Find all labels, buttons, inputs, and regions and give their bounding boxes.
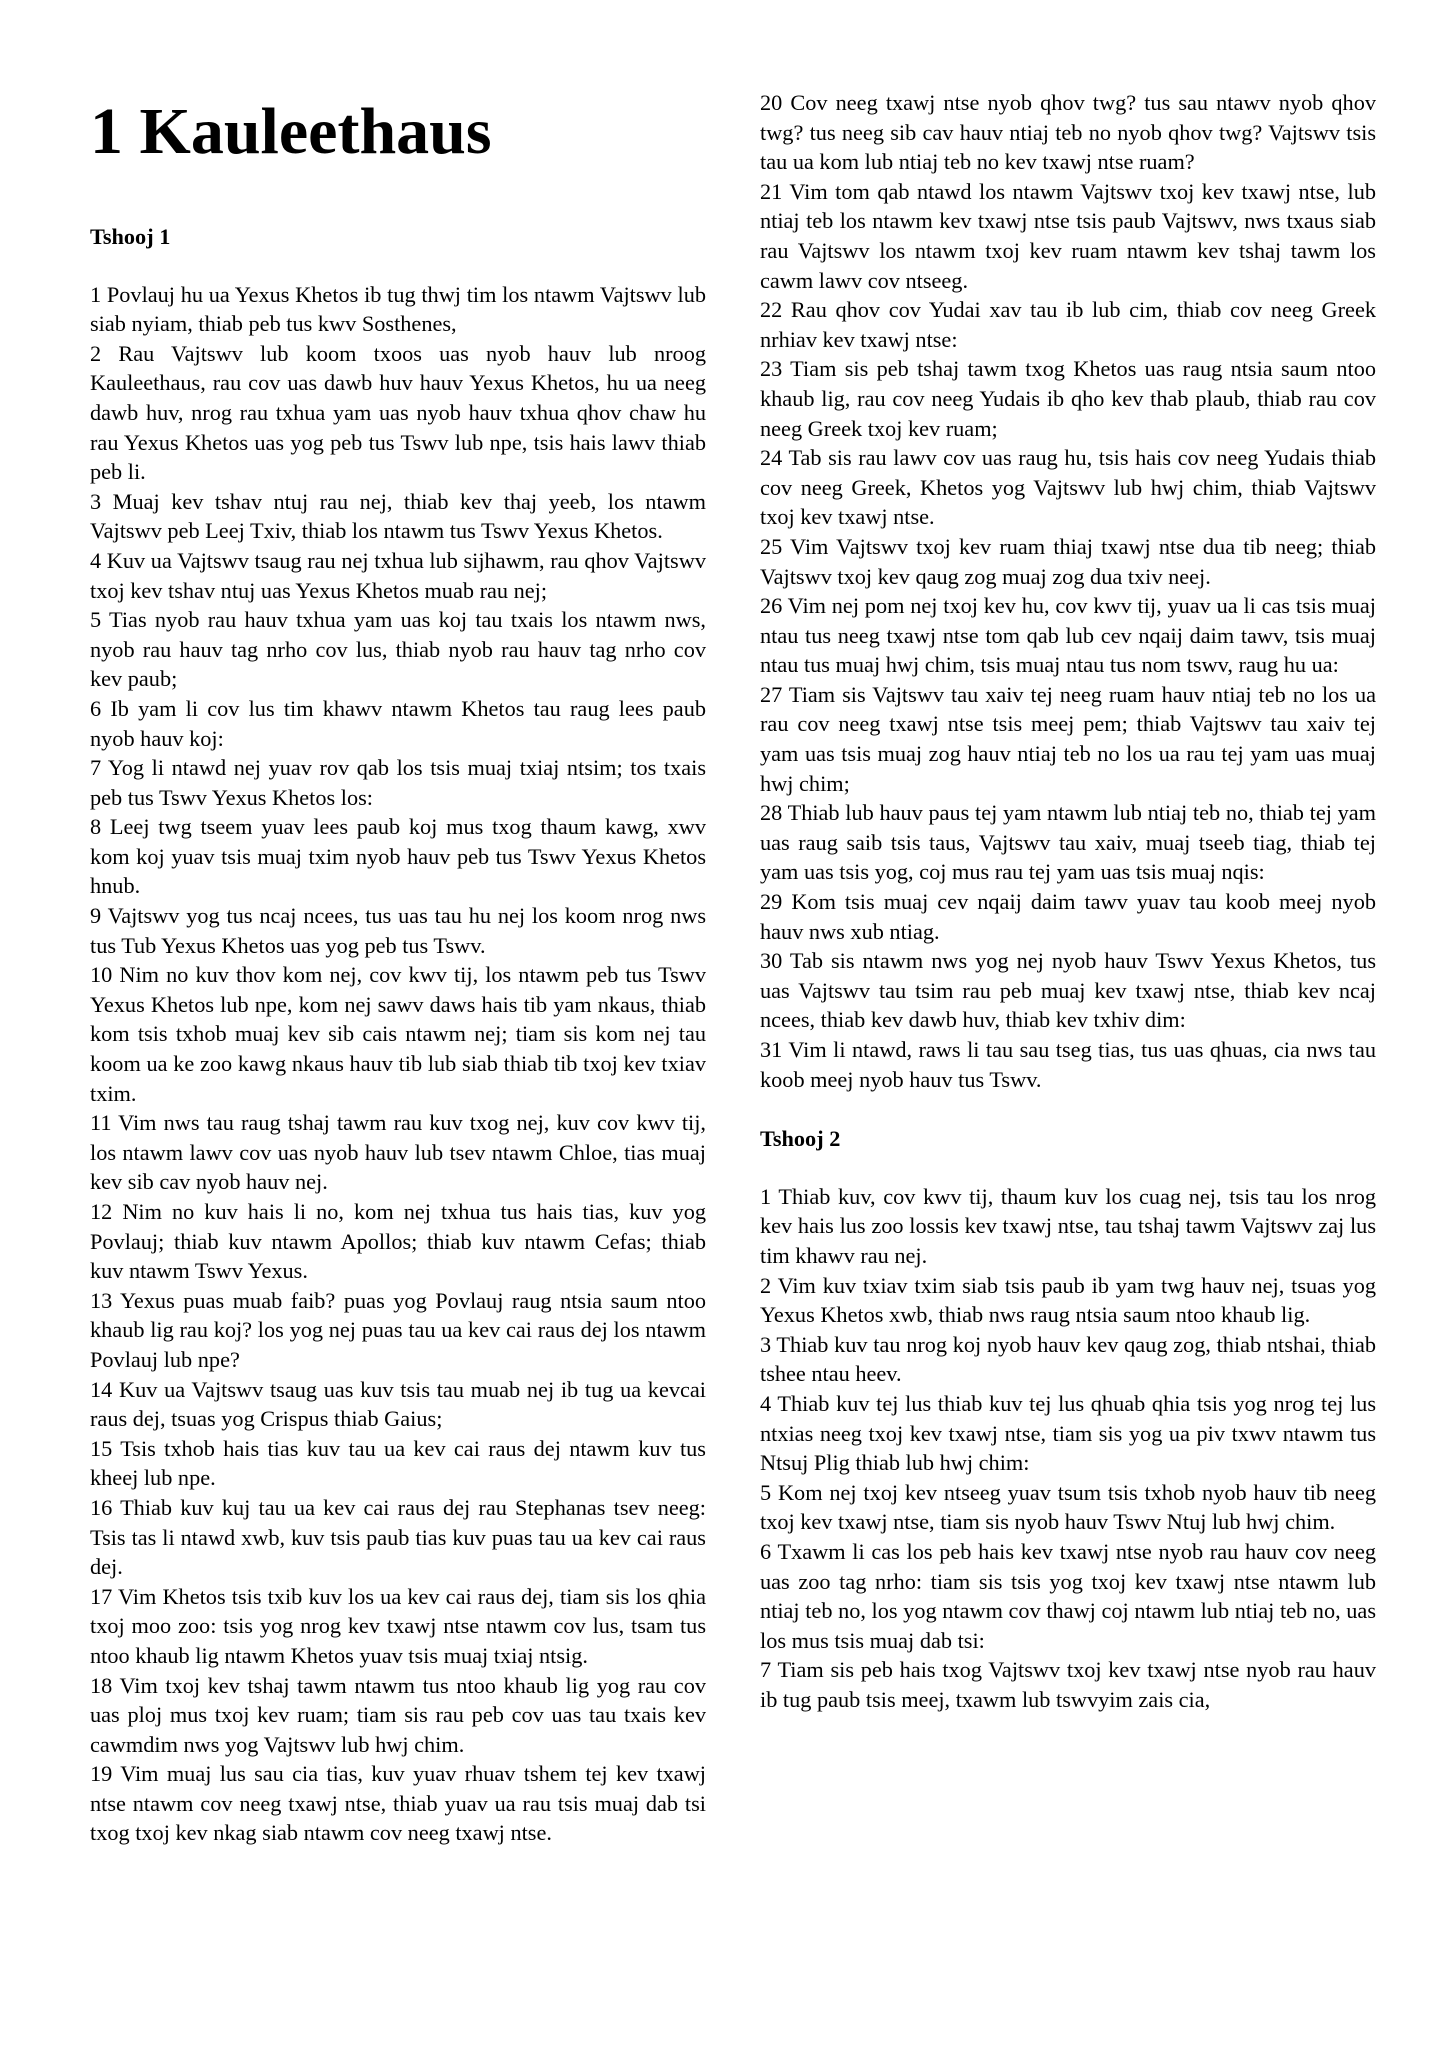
verse: 30 Tab sis ntawm nws yog nej nyob hauv Tswv Yexus Khetos, tus uas Vajtswv tau tsim rau peb muaj kev txawj ntse, thiab kev ncaj ncees, thiab kev dawb huv, thiab kev txhiv dim: (760, 948, 1376, 1033)
verse: 12 Nim no kuv hais li no, kom nej txhua tus hais tias, kuv yog Povlauj; thiab kuv ntawm Apollos; thiab kuv ntawm Cefas; thiab kuv ntawm Tswv Yexus. (90, 1199, 706, 1284)
verse: 22 Rau qhov cov Yudai xav tau ib lub cim, thiab cov neeg Greek nrhiav kev txawj ntse: (760, 297, 1376, 352)
verse: 27 Tiam sis Vajtswv tau xaiv tej neeg ruam hauv ntiaj teb no los ua rau cov neeg txawj ntse tsis meej pem; thiab Vajtswv tau xaiv tej yam uas tsis muaj zog hauv ntiaj teb no los ua rau tej yam uas muaj hwj chim; (760, 681, 1376, 796)
right-column (760, 88, 1376, 1714)
verse: 29 Kom tsis muaj cev nqaij daim tawv yuav tau koob meej nyob hauv nws xub ntiag. (760, 889, 1376, 944)
verse: 15 Tsis txhob hais tias kuv tau ua kev cai raus dej ntawm kuv tus kheej lub npe. (90, 1435, 706, 1491)
book-title: 1 Kauleethaus (90, 95, 492, 168)
verse: 18 Vim txoj kev tshaj tawm ntawm tus ntoo khaub lig yog rau cov uas ploj mus txoj kev ruam; tiam sis rau peb cov uas tau txais kev cawmdim nws yog Vajtswv lub hwj chim. (90, 1672, 706, 1757)
chapter-heading: Tshooj 1 (90, 224, 171, 249)
verse: 7 Yog li ntawd nej yuav rov qab los tsis muaj txiaj ntsim; tos txais peb tus Tswv Yexus Khetos los: (90, 755, 706, 810)
verse-list (760, 1182, 1376, 1715)
verse: 19 Vim muaj lus sau cia tias, kuv yuav rhuav tshem tej kev txawj ntse ntawm cov neeg txawj ntse, thiab yuav ua rau tsis muaj dab tsi txog txoj kev nkag siab ntawm cov neeg txawj ntse. (90, 1761, 706, 1846)
verse: 11 Vim nws tau raug tshaj tawm rau kuv txog nej, kuv cov kwv tij, los ntawm lawv cov uas nyob hauv lub tsev ntawm Chloe, tias muaj kev sib cav nyob hauv nej. (90, 1110, 706, 1195)
verse: 1 Povlauj hu ua Yexus Khetos ib tug thwj tim los ntawm Vajtswv lub siab nyiam, thiab peb tus kwv Sosthenes, (90, 281, 706, 337)
verse: 6 Ib yam li cov lus tim khawv ntawm Khetos tau raug lees paub nyob hauv koj: (90, 695, 706, 751)
verse: 6 Txawm li cas los peb hais kev txawj ntse nyob rau hauv cov neeg uas zoo tag nrho: tiam sis tsis yog txoj kev txawj ntse ntawm lub ntiaj teb no, los yog ntawm cov thawj coj ntawm lub ntiaj teb no, uas los mus tsis muaj dab tsi: (760, 1538, 1376, 1653)
verse: 8 Leej twg tseem yuav lees paub koj mus txog thaum kawg, xwv kom koj yuav tsis muaj txim nyob hauv peb tus Tswv Yexus Khetos hnub. (90, 814, 706, 899)
verse: 1 Thiab kuv, cov kwv tij, thaum kuv los cuag nej, tsis tau los nrog kev hais lus zoo lossis kev txawj ntse, tau tshaj tawm Vajtswv zaj lus tim khawv rau nej. (760, 1183, 1376, 1268)
verse: 5 Tias nyob rau hauv txhua yam uas koj tau txais los ntawm nws, nyob rau hauv tag nrho cov lus, thiab nyob rau hauv tag nrho cov kev paub; (90, 607, 706, 692)
verse: 24 Tab sis rau lawv cov uas raug hu, tsis hais cov neeg Yudais thiab cov neeg Greek, Khetos yog Vajtswv lub hwj chim, thiab Vajtswv txoj kev txawj ntse. (760, 445, 1376, 530)
verse: 2 Rau Vajtswv lub koom txoos uas nyob hauv lub nroog Kauleethaus, rau cov uas dawb huv hauv Yexus Khetos, hu ua neeg dawb huv, nrog rau txhua yam uas nyob hauv txhua qhov chaw hu rau Yexus Khetos uas yog peb tus Tswv lub npe, tsis hais lawv thiab peb li. (90, 340, 706, 485)
verse: 10 Nim no kuv thov kom nej, cov kwv tij, los ntawm peb tus Tswv Yexus Khetos lub npe, kom nej sawv daws hais tib yam nkaus, thiab kom tsis txhob muaj kev sib cais ntawm nej; tiam sis kom nej tau koom ua ke zoo kawg nkaus hauv tib lub siab thiab tib txoj kev txiav txim. (90, 962, 706, 1106)
verse: 2 Vim kuv txiav txim siab tsis paub ib yam twg hauv nej, tsuas yog Yexus Khetos xwb, thiab nws raug ntsia saum ntoo khaub lig. (760, 1272, 1376, 1328)
chapter-heading: Tshooj 2 (760, 1126, 841, 1152)
verse: 3 Muaj kev tshav ntuj rau nej, thiab kev thaj yeeb, los ntawm Vajtswv peb Leej Txiv, thiab los ntawm tus Tswv Yexus Khetos. (90, 488, 706, 544)
verse: 5 Kom nej txoj kev ntseeg yuav tsum tsis txhob nyob hauv tib neeg txoj kev txawj ntse, tiam sis nyob hauv Tswv Ntuj lub hwj chim. (760, 1479, 1376, 1535)
verse-list (760, 88, 1376, 1094)
verse: 9 Vajtswv yog tus ncaj ncees, tus uas tau hu nej los koom nrog nws tus Tub Yexus Khetos uas yog peb tus Tswv. (90, 903, 706, 958)
verse: 21 Vim tom qab ntawd los ntawm Vajtswv txoj kev txawj ntse, lub ntiaj teb los ntawm kev txawj ntse tsis paub Vajtswv, nws txaus siab rau Vajtswv los ntawm txoj kev ruam ntawm kev tshaj tawm los cawm lawv cov ntseeg. (760, 178, 1376, 293)
verse: 13 Yexus puas muab faib? puas yog Povlauj raug ntsia saum ntoo khaub lig rau koj? los yog nej puas tau ua kev cai raus dej los ntawm Povlauj lub npe? (90, 1287, 706, 1372)
verse: 31 Vim li ntawd, raws li tau sau tseg tias, tus uas qhuas, cia nws tau koob meej nyob hauv tus Tswv. (760, 1037, 1376, 1092)
verse: 3 Thiab kuv tau nrog koj nyob hauv kev qaug zog, thiab ntshai, thiab tshee ntau heev. (760, 1331, 1376, 1387)
verse: 16 Thiab kuv kuj tau ua kev cai raus dej rau Stephanas tsev neeg: Tsis tas li ntawd xwb, kuv tsis paub tias kuv puas tau ua kev cai raus dej. (90, 1494, 706, 1580)
verse: 7 Tiam sis peb hais txog Vajtswv txoj kev txawj ntse nyob rau hauv ib tug paub tsis meej, txawm lub tswvyim zais cia, (760, 1657, 1376, 1712)
verse-list (90, 280, 706, 1848)
verse: 4 Thiab kuv tej lus thiab kuv tej lus qhuab qhia tsis yog nrog tej lus ntxias neeg txoj kev txawj ntse, tiam sis yog ua piv txwv ntawm tus Ntsuj Plig thiab lub hwj chim: (760, 1390, 1376, 1476)
left-column (90, 96, 706, 1848)
verse: 14 Kuv ua Vajtswv tsaug uas kuv tsis tau muab nej ib tug ua kevcai raus dej, tsuas yog Crispus thiab Gaius; (90, 1376, 706, 1432)
verse: 20 Cov neeg txawj ntse nyob qhov twg? tus sau ntawv nyob qhov twg? tus neeg sib cav hauv ntiaj teb no nyob qhov twg? Vajtswv tsis tau ua kom lub ntiaj teb no kev txawj ntse ruam? (760, 90, 1376, 175)
verse: 4 Kuv ua Vajtswv tsaug rau nej txhua lub sijhawm, rau qhov Vajtswv txoj kev tshav ntuj uas Yexus Khetos muab rau nej; (90, 547, 706, 603)
verse: 25 Vim Vajtswv txoj kev ruam thiaj txawj ntse dua tib neeg; thiab Vajtswv txoj kev qaug zog muaj zog dua txiv neej. (760, 533, 1376, 589)
verse: 26 Vim nej pom nej txoj kev hu, cov kwv tij, yuav ua li cas tsis muaj ntau tus neeg txawj ntse tom qab lub cev nqaij daim tawv, tsis muaj ntau tus muaj hwj chim, tsis muaj ntau tus nom tswv, raug hu ua: (760, 593, 1376, 678)
verse: 28 Thiab lub hauv paus tej yam ntawm lub ntiaj teb no, thiab tej yam uas raug saib tsis taus, Vajtswv tau xaiv, muaj tseeb tiag, thiab tej yam uas tsis yog, coj mus rau tej yam uas tsis muaj nqis: (760, 800, 1376, 885)
verse: 23 Tiam sis peb tshaj tawm txog Khetos uas raug ntsia saum ntoo khaub lig, rau cov neeg Yudais ib qho kev thab plaub, thiab rau cov neeg Greek txoj kev ruam; (760, 356, 1376, 441)
verse: 17 Vim Khetos tsis txib kuv los ua kev cai raus dej, tiam sis los qhia txoj moo zoo: tsis yog nrog kev txawj ntse ntawm cov lus, tsam tus ntoo khaub lig ntawm Khetos yuav tsis muaj txiaj ntsig. (90, 1583, 706, 1668)
